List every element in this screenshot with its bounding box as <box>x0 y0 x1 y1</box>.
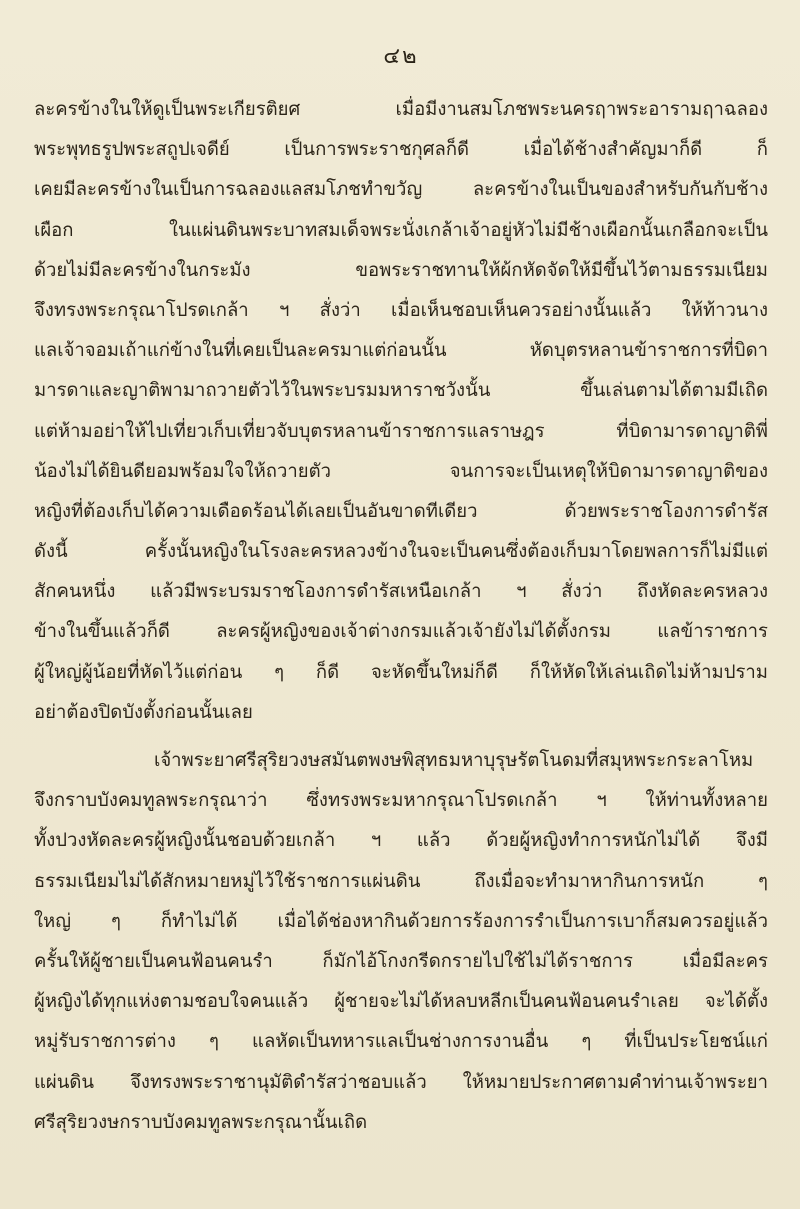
text-line: อย่าต้องปิดบังตั้งก่อนนั้นเลย <box>34 701 253 723</box>
text-line: ผู้หญิงได้ทุกแห่งตามชอบใจคนแล้ว ผู้ชายจะไม่ได้หลบหลีกเป็นคนฟ้อนคนรำเลย จะได้ตั้ง <box>34 991 768 1013</box>
text-line: จึงทรงพระกรุณาโปรดเกล้า ฯ สั่งว่า เมื่อเห็นชอบเห็นควรอย่างนั้นแล้ว ให้ท้าวนาง <box>34 299 768 321</box>
text-line: ละครข้างในให้ดูเป็นพระเกียรติยศ เมื่อมีงานสมโภชพระนครฤาพระอารามฤาฉลอง <box>34 99 768 120</box>
text-line: แผ่นดิน จึงทรงพระราชานุมัติดำรัสว่าชอบแล้ว ให้หมายประกาศตามคำท่านเจ้าพระยา <box>34 1071 768 1093</box>
text-line: ครั้นให้ผู้ชายเป็นคนฟ้อนคนรำ ก็มักไอ้โกงกรีดกรายไปใช้ไม่ได้ราชการ เมื่อมีละคร <box>34 950 768 972</box>
text-line: หมู่รับราชการต่าง ๆ แลหัดเป็นทหารแลเป็นช่างการงานอื่น ๆ ที่เป็นประโยชน์แก่ <box>34 1031 768 1053</box>
text-line: ผู้ใหญ่ผู้น้อยที่หัดไว้แต่ก่อน ๆ ก็ดี จะหัดขึ้นใหม่ก็ดี ก็ให้หัดให้เล่นเถิดไม่ห้ามปราม <box>34 661 768 683</box>
text-line: ทั้งปวงหัดละครผู้หญิงนั้นชอบด้วยเกล้า ฯ แล้ว ด้วยผู้หญิงทำการหนักไม่ได้ จึงมี <box>34 830 768 852</box>
text-line: ศรีสุริยวงษกราบบังคมทูลพระกรุณานั้นเถิด <box>34 1111 368 1133</box>
text-line: แต่ห้ามอย่าให้ไปเที่ยวเก็บเที่ยวจับบุตรหลานข้าราชการแลราษฎร ที่บิดามารดาญาติพี่ <box>34 420 768 442</box>
text-line: สักคนหนึ่ง แล้วมีพระบรมราชโองการดำรัสเหนือเกล้า ฯ สั่งว่า ถึงหัดละครหลวง <box>34 581 768 603</box>
text-line: เคยมีละครข้างในเป็นการฉลองแลสมโภชทำขวัญ ละครข้างในเป็นของสำหรับกันกับช้าง <box>34 179 768 201</box>
text-line: จึงกราบบังคมทูลพระกรุณาว่า ซึ่งทรงพระมหากรุณาโปรดเกล้า ฯ ให้ท่านทั้งหลาย <box>34 790 768 812</box>
text-line: หญิงที่ต้องเก็บได้ความเดือดร้อนได้เลยเป็นอันขาดทีเดียว ด้วยพระราชโองการดำรัส <box>34 500 768 522</box>
text-line: ธรรมเนียมไม่ได้สักหมายหมู่ไว้ใช้ราชการแผ่นดิน ถึงเมื่อจะทำมาหากินการหนัก ๆ <box>34 870 768 892</box>
text-line: มารดาและญาติพามาถวายตัวไว้ในพระบรมมหาราชวังนั้น ขึ้นเล่นตามได้ตามมีเถิด <box>34 380 768 402</box>
paragraph-1 <box>34 90 768 733</box>
text-line: ดังนี้ ครั้งนั้นหญิงในโรงละครหลวงข้างในจะเป็นคนซึ่งต้องเก็บมาโดยพลการก็ไม่มีแต่ <box>34 541 768 563</box>
text-line: น้องไม่ได้ยินดียอมพร้อมใจให้ถวายตัว จนการจะเป็นเหตุให้บิดามารดาญาติของ <box>34 460 768 482</box>
paragraph-2 <box>34 741 768 1143</box>
text-line: ข้างในขึ้นแล้วก็ดี ละครผู้หญิงของเจ้าต่างกรมแล้วเจ้ายังไม่ได้ตั้งกรม แลข้าราชการ <box>34 621 768 643</box>
text-line: ด้วยไม่มีละครข้างในกระมัง ขอพระราชทานให้ผ้กหัดจัดให้มีขึ้นไว้ตามธรรมเนียม <box>34 259 768 281</box>
page-number: ๔๒ <box>383 44 419 69</box>
text-line: เผือก ในแผ่นดินพระบาทสมเด็จพระนั่งเกล้าเจ้าอยู่หัวไม่มีช้างเผือกนั้นเกลือกจะเป็น <box>34 219 768 241</box>
text-line: แลเจ้าจอมเถ้าแก่ข้างในที่เคยเป็นละครมาแต่ก่อนนั้น หัดบุตรหลานข้าราชการที่บิดา <box>34 340 768 362</box>
text-line: เจ้าพระยาศรีสุริยวงษสมันตพงษพิสุทธมหาบุรุษรัตโนดมที่สมุหพระกระลาโหม <box>154 750 754 771</box>
text-line: ใหญ่ ๆ ก็ทำไม่ได้ เมื่อได้ช่องหากินด้วยการร้องการรำเป็นการเบาก็สมควรอยู่แล้ว <box>34 910 768 932</box>
text-line: พระพุทธรูปพระสถูปเจดีย์ เป็นการพระราชกุศลก็ดี เมื่อได้ช้างสำคัญมาก็ดี ก็ <box>34 139 768 161</box>
